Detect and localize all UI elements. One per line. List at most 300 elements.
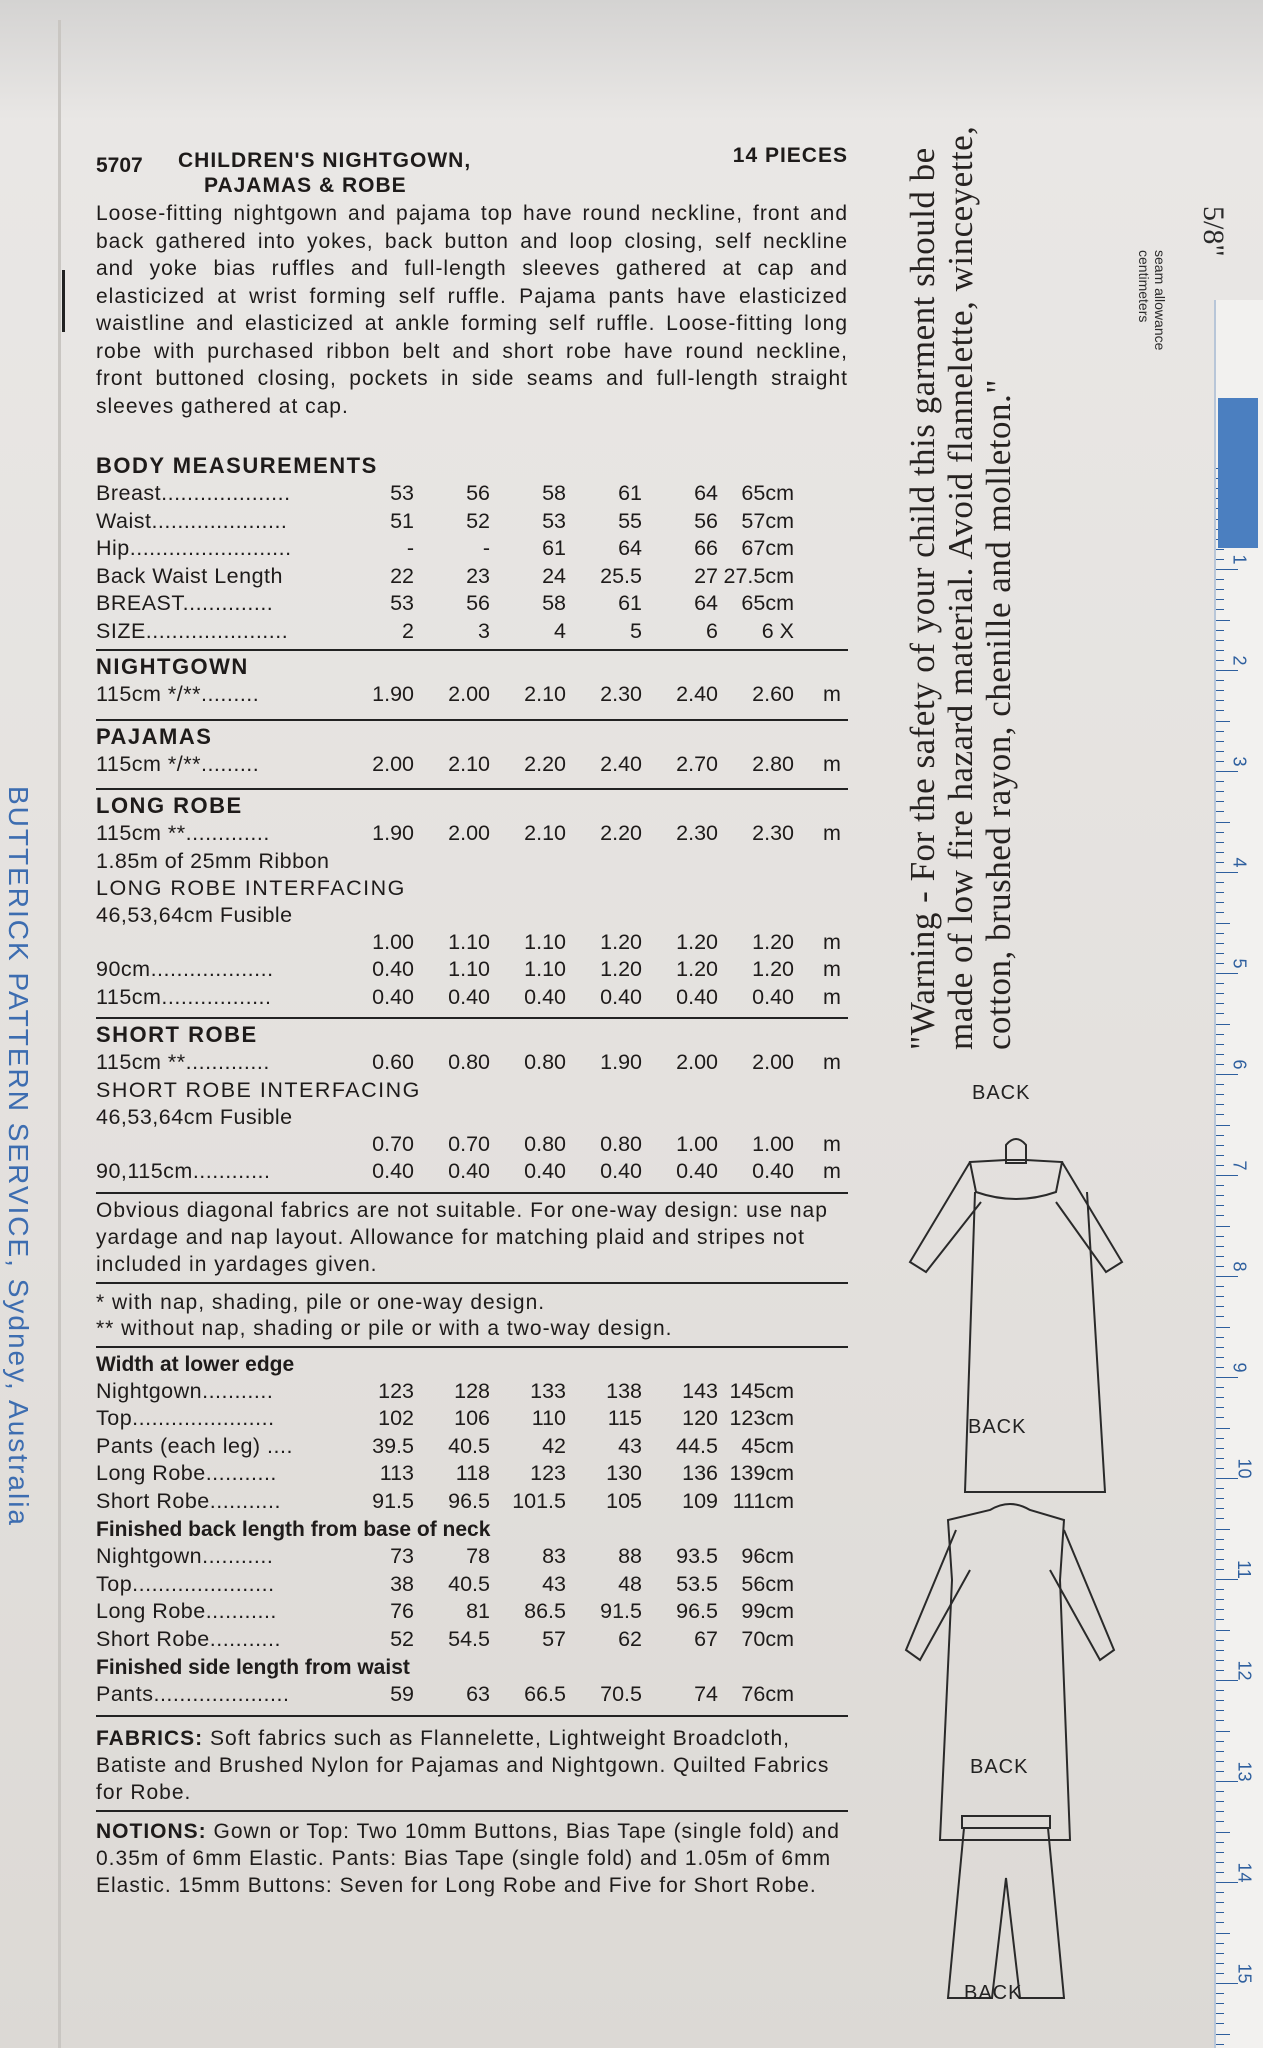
row-values: [338, 563, 848, 591]
unit: m: [823, 821, 841, 845]
cell: 130: [606, 1461, 642, 1485]
body-row: [96, 480, 848, 508]
ruler-tick: [1216, 1720, 1224, 1721]
body-row: [96, 590, 848, 618]
ruler-tick: [1216, 1448, 1224, 1449]
back-label-4: BACK: [964, 1982, 1023, 2004]
cell: 52: [466, 508, 490, 533]
cell: 93.5: [676, 1544, 718, 1568]
pants-legs: [948, 1828, 1064, 1998]
cell: 45cm: [741, 1433, 794, 1458]
cell: 1.20: [752, 957, 794, 981]
unit: m: [823, 1159, 841, 1183]
cell: 56: [466, 591, 490, 615]
ruler-tick: [1216, 1327, 1230, 1328]
cell: 0.60: [372, 1050, 414, 1074]
cell: 2.70: [676, 751, 718, 776]
width-row: [96, 1378, 848, 1406]
row-values: [338, 535, 848, 563]
cell: 123: [378, 1378, 414, 1403]
cell: 0.40: [372, 1159, 414, 1183]
short-robe-interfacing-heading: SHORT ROBE INTERFACING: [96, 1077, 421, 1102]
ruler-tick: [1216, 1943, 1224, 1944]
cell: 48: [618, 1571, 642, 1596]
long-robe-yardage: [96, 820, 848, 848]
ruler-tick: [1216, 1458, 1224, 1459]
cell: 3: [478, 618, 490, 643]
finished-measurements: [96, 1346, 848, 1709]
ruler-tick: [1216, 1215, 1224, 1216]
ruler-tick: [1216, 1428, 1230, 1429]
nightgown-section: [96, 649, 848, 709]
ruler-tick: [1216, 1064, 1224, 1065]
nightgown-left-sleeve: [910, 1162, 981, 1272]
envelope-top-flap: [0, 0, 1263, 120]
ruler-tick: [1216, 1387, 1224, 1388]
ruler-tick: [1216, 953, 1224, 954]
cell: 0.40: [676, 984, 718, 1009]
pattern-number: 5707: [96, 154, 143, 177]
ruler-tick: [1216, 771, 1238, 772]
cell: 2.40: [676, 682, 718, 706]
ruler-cm-label: 4: [1229, 857, 1250, 868]
ruler-tick: [1216, 1670, 1224, 1671]
row-label: 115cm **.............: [96, 821, 270, 845]
nightgown-sketch: [910, 1139, 1122, 1492]
cell: 6 X: [761, 618, 794, 643]
nightgown-body: [965, 1192, 1105, 1492]
cell: 0.40: [524, 984, 566, 1009]
pattern-info: [96, 138, 848, 1903]
safety-warning-text: "Warning - For the safety of your child this garment should be made of low fire hazard material. Avoid flannelette, winceyette, cotton, brushed rayon, chenille and molleton.": [903, 125, 1018, 1050]
ruler-tick: [1216, 1226, 1230, 1227]
top-sketch: [906, 1504, 1114, 1840]
cell: 0.40: [372, 984, 414, 1009]
ruler-cm-label: 14: [1234, 1862, 1255, 1883]
ruler-tick: [1216, 620, 1230, 621]
short-robe-row: [96, 1049, 848, 1077]
cell: 53: [542, 508, 566, 533]
ruler-tick: [1216, 1912, 1224, 1913]
cell: 81: [466, 1599, 490, 1623]
cell: 0.80: [524, 1131, 566, 1156]
ruler-tick: [1216, 731, 1224, 732]
ruler-tick: [1216, 569, 1238, 570]
row-label: BREAST..............: [96, 591, 274, 615]
short-robe-interfacing-sub: 46,53,64cm Fusible: [96, 1104, 293, 1129]
cell: -: [482, 536, 490, 560]
ruler-tick: [1216, 579, 1224, 580]
ruler-tick: [1216, 1175, 1238, 1176]
long-robe-heading: LONG ROBE: [96, 793, 243, 818]
pants-waistband: [962, 1816, 1050, 1828]
interfacing-row: [96, 984, 848, 1012]
cell: 64: [694, 481, 718, 505]
ruler-tick: [1216, 1074, 1238, 1075]
ruler-tick: [1216, 872, 1238, 873]
back-label-3: BACK: [970, 1756, 1029, 1778]
cell: 64: [618, 536, 642, 560]
ruler-tick: [1216, 1993, 1224, 1994]
cell: 40.5: [448, 1571, 490, 1596]
row-label: Waist.....................: [96, 508, 288, 533]
ruler-cm-label: 10: [1234, 1458, 1255, 1479]
ruler-tick: [1216, 862, 1224, 863]
width-row: [96, 1405, 848, 1433]
ruler-tick: [1216, 882, 1224, 883]
ruler-tick: [1216, 1801, 1224, 1802]
cell: 53: [390, 481, 414, 505]
cell: 2.60: [752, 682, 794, 706]
cell: 133: [530, 1378, 566, 1403]
ruler-tick: [1216, 1640, 1224, 1641]
row-label: Pants.....................: [96, 1682, 290, 1706]
cell: 139cm: [729, 1461, 794, 1485]
ruler-tick: [1216, 640, 1224, 641]
short-robe-interfacing-rows: [96, 1131, 848, 1186]
ruler-tick: [1216, 1771, 1224, 1772]
row-label: Back Waist Length: [96, 563, 283, 588]
long-robe-interfacing-heading: LONG ROBE INTERFACING: [96, 875, 406, 900]
ruler-tick: [1216, 1953, 1224, 1954]
cell: 1.20: [676, 929, 718, 954]
cell: 76cm: [741, 1682, 794, 1706]
cell: 1.10: [448, 957, 490, 981]
cell: 123: [530, 1461, 566, 1485]
cell: 1.10: [524, 929, 566, 954]
cell: 61: [542, 536, 566, 560]
width-row: [96, 1460, 848, 1488]
body-row: [96, 508, 848, 536]
cell: 56: [466, 481, 490, 505]
pieces-count: 14 PIECES: [732, 144, 848, 167]
ruler-tick: [1216, 1155, 1224, 1156]
ruler-tick: [1216, 1125, 1230, 1126]
long-robe-section: [96, 788, 848, 1011]
cell: 0.40: [448, 1159, 490, 1183]
ruler-tick: [1216, 1690, 1224, 1691]
ruler-tick: [1216, 1569, 1224, 1570]
cell: 109: [682, 1488, 718, 1513]
cell: 0.80: [448, 1050, 490, 1074]
diagonal-note: Obvious diagonal fabrics are not suitable. For one-way design: use nap yardage and nap layout. Allowance for matching plaid and stripes not included in yardages given.: [96, 1192, 848, 1282]
ruler-tick: [1216, 2044, 1224, 2045]
cell: 78: [466, 1544, 490, 1568]
cell: 2.10: [524, 682, 566, 706]
row-label: Breast....................: [96, 481, 291, 505]
cell: 56: [694, 508, 718, 533]
row-values: [338, 1049, 870, 1077]
cell: 43: [542, 1571, 566, 1596]
ruler-cm-label: 5: [1229, 958, 1250, 969]
row-label: Short Robe...........: [96, 1626, 281, 1651]
ruler-cm-label: 7: [1229, 1160, 1250, 1171]
interfacing-row: [96, 1158, 848, 1186]
ruler-tick: [1216, 589, 1224, 590]
cell: 4: [554, 618, 566, 643]
ruler-tick: [1216, 1054, 1224, 1055]
row-label: Pants (each leg) ....: [96, 1433, 293, 1458]
ruler-tick: [1216, 1842, 1224, 1843]
body-row: [96, 563, 848, 591]
row-values: [338, 1488, 848, 1516]
ruler-cm-label: 12: [1234, 1660, 1255, 1681]
row-values: [338, 820, 870, 848]
nightgown-yardage: [96, 681, 848, 709]
ruler-tick: [1216, 1751, 1224, 1752]
cell: 96cm: [741, 1544, 794, 1568]
unit: m: [823, 957, 841, 981]
width-heading: Width at lower edge: [96, 1352, 295, 1376]
cell: 145cm: [729, 1378, 794, 1403]
cell: 111cm: [732, 1488, 794, 1513]
body-rows: [96, 480, 848, 645]
ruler-tick: [1216, 1276, 1238, 1277]
ruler-tick: [1216, 912, 1224, 913]
ruler-tick: [1216, 1347, 1224, 1348]
ruler-cm-label: 15: [1234, 1963, 1255, 1984]
row-label: Top......................: [96, 1571, 275, 1596]
back-length-heading: Finished back length from base of neck: [96, 1518, 491, 1541]
cell: 1.20: [752, 929, 794, 954]
row-values: [338, 590, 848, 618]
long-robe-row: [96, 820, 848, 848]
cell: 74: [694, 1682, 718, 1706]
ruler-tick: [1216, 650, 1224, 651]
ruler-tick: [1216, 1114, 1224, 1115]
cell: 76: [390, 1599, 414, 1623]
cell: 54.5: [448, 1626, 490, 1651]
cell: 2.30: [676, 821, 718, 845]
ruler-tick: [1216, 1963, 1224, 1964]
back-length-row: [96, 1571, 848, 1599]
cell: 65cm: [741, 591, 794, 615]
garment-sketches: [880, 1100, 1140, 2020]
ruler-tick: [1216, 751, 1224, 752]
ruler-tick: [1216, 1246, 1224, 1247]
cell: 2: [402, 618, 414, 643]
ruler-tick: [1216, 1518, 1224, 1519]
row-values: [338, 1131, 870, 1159]
body-measurements-heading: BODY MEASUREMENTS: [96, 453, 378, 478]
ruler-tick: [1216, 1609, 1224, 1610]
ruler-tick: [1216, 1306, 1224, 1307]
row-values: [338, 1681, 848, 1709]
cell: 23: [466, 563, 490, 588]
cell: 1.00: [676, 1131, 718, 1156]
body-row: [96, 535, 848, 563]
row-values: [338, 1626, 848, 1654]
cell: 2.20: [600, 821, 642, 845]
ruler-tick: [1216, 609, 1224, 610]
cell: 66.5: [524, 1682, 566, 1706]
cell: 6: [706, 618, 718, 643]
cell: 22: [390, 563, 414, 588]
ruler-tick: [1216, 1660, 1224, 1661]
row-label: 90cm...................: [96, 957, 274, 981]
cell: 2.10: [524, 821, 566, 845]
cell: 138: [606, 1378, 642, 1403]
title-line-1: CHILDREN'S NIGHTGOWN,: [178, 149, 472, 172]
ruler-tick: [1216, 1933, 1230, 1934]
ruler-tick: [1216, 1256, 1224, 1257]
ruler-cm-label: 1: [1229, 554, 1250, 565]
cell: 0.40: [676, 1159, 718, 1183]
cell: 2.00: [752, 1050, 794, 1074]
side-length-heading: Finished side length from waist: [96, 1656, 410, 1679]
cell: 2.30: [600, 682, 642, 706]
double-star-note: ** without nap, shading or pile or with a two-way design.: [96, 1316, 673, 1340]
cell: 70cm: [741, 1626, 794, 1651]
row-values: [338, 681, 870, 709]
ruler-tick: [1216, 1195, 1224, 1196]
ruler-tick: [1216, 1731, 1230, 1732]
ruler-tick: [1216, 1145, 1224, 1146]
row-label: Short Robe...........: [96, 1488, 281, 1513]
ruler-tick: [1216, 1589, 1224, 1590]
ruler: [1214, 300, 1263, 2048]
ruler-tick: [1216, 1761, 1224, 1762]
cell: 0.40: [448, 984, 490, 1009]
row-values: [338, 984, 870, 1012]
ruler-tick: [1216, 791, 1224, 792]
ruler-tick: [1216, 1135, 1224, 1136]
cell: 105: [606, 1488, 642, 1513]
cell: 1.10: [448, 929, 490, 954]
cell: 1.90: [600, 1050, 642, 1074]
ruler-tick: [1216, 1852, 1224, 1853]
cell: 57: [542, 1626, 566, 1651]
ruler-tick: [1216, 1357, 1224, 1358]
ruler-tick: [1216, 1973, 1224, 1974]
cell: 40.5: [448, 1433, 490, 1458]
ruler-tick: [1216, 1094, 1224, 1095]
row-label: 90,115cm............: [96, 1159, 271, 1183]
back-length-row: [96, 1543, 848, 1571]
safety-warning: [904, 70, 1024, 1050]
cell: 24: [542, 563, 566, 588]
ruler-tick: [1216, 1084, 1224, 1085]
ruler-tick: [1216, 1337, 1224, 1338]
cell: 86.5: [524, 1599, 566, 1623]
cell: 67cm: [741, 536, 794, 560]
cell: 1.00: [752, 1131, 794, 1156]
cell: 27.5cm: [723, 563, 794, 588]
ruler-tick: [1216, 1508, 1224, 1509]
cell: 0.40: [372, 957, 414, 981]
interfacing-row: [96, 1131, 848, 1159]
ruler-cm-label: 6: [1229, 1059, 1250, 1070]
ruler-tick: [1216, 1872, 1224, 1873]
ruler-tick: [1216, 801, 1224, 802]
cell: 88: [618, 1544, 642, 1568]
ruler-tick: [1216, 993, 1224, 994]
ruler-tick: [1216, 1710, 1224, 1711]
back-length-row: [96, 1626, 848, 1654]
cell: 5: [630, 618, 642, 643]
row-values: [338, 1378, 848, 1406]
cell: 2.80: [752, 751, 794, 776]
cell: 67: [694, 1626, 718, 1651]
cell: 1.20: [600, 929, 642, 954]
ruler-tick: [1216, 2034, 1230, 2035]
ribbon-note: 1.85m of 25mm Ribbon: [96, 848, 330, 873]
cell: 42: [542, 1433, 566, 1458]
body-row: [96, 618, 848, 646]
fabrics-label: FABRICS:: [96, 1726, 204, 1750]
cell: 2.30: [752, 821, 794, 845]
ruler-tick: [1216, 1498, 1224, 1499]
ruler-caption-2: centimeters: [1136, 250, 1152, 323]
notions-text: Gown or Top: Two 10mm Buttons, Bias Tape (single fold) and 0.35m of 6mm Elastic. Pants: Bias Tape (single fold) and 1.05m of 6mm Elastic. 15mm Buttons: Seven for Long Robe and Five for Short Robe.: [96, 1819, 840, 1897]
row-label: Long Robe...........: [96, 1461, 277, 1485]
ruler-tick: [1216, 1165, 1224, 1166]
body-measurements: [96, 450, 848, 645]
cell: 53.5: [676, 1571, 718, 1596]
ruler-tick: [1216, 1367, 1224, 1368]
cell: 101.5: [512, 1488, 566, 1513]
cell: 62: [618, 1626, 642, 1651]
ruler-cm-label: 8: [1229, 1261, 1250, 1272]
ruler-tick: [1216, 1700, 1224, 1701]
row-values: [338, 508, 848, 536]
ruler-tick: [1216, 983, 1224, 984]
cell: 43: [618, 1433, 642, 1458]
notions-label: NOTIONS:: [96, 1819, 207, 1843]
cell: 136: [682, 1461, 718, 1485]
cell: 64: [694, 591, 718, 615]
ruler-tick: [1216, 892, 1224, 893]
ruler-tick: [1216, 852, 1224, 853]
interfacing-row: [96, 956, 848, 984]
unit: m: [823, 984, 841, 1009]
ruler-tick: [1216, 1579, 1238, 1580]
row-label: 115cm */**.........: [96, 751, 260, 776]
ruler-caption-1: seam allowance: [1152, 250, 1168, 351]
cell: 0.40: [752, 1159, 794, 1183]
cell: 63: [466, 1682, 490, 1706]
ruler-tick: [1216, 2003, 1224, 2004]
ruler-cm-label: 9: [1229, 1362, 1250, 1373]
row-values: [338, 1571, 848, 1599]
cell: 96.5: [676, 1599, 718, 1623]
side-brand-text: BUTTERICK PATTERN SERVICE, Sydney, Australia: [3, 786, 34, 1527]
ruler-tick: [1216, 811, 1224, 812]
cell: 25.5: [600, 563, 642, 588]
cell: 2.40: [600, 751, 642, 776]
pajamas-section: [96, 719, 848, 779]
pants-sketch: [948, 1816, 1064, 1998]
cell: 2.20: [524, 751, 566, 776]
row-label: SIZE......................: [96, 618, 289, 643]
short-robe-yardage: [96, 1049, 848, 1077]
ruler-tick: [1216, 902, 1224, 903]
pajamas-yardage: [96, 751, 848, 779]
row-label: Nightgown...........: [96, 1544, 274, 1568]
short-robe-section: [96, 1017, 848, 1186]
cell: 0.40: [600, 984, 642, 1009]
cell: 73: [390, 1544, 414, 1568]
ruler-tick: [1216, 1266, 1224, 1267]
cell: 0.40: [600, 1159, 642, 1183]
ruler-tick: [1216, 1902, 1224, 1903]
interfacing-row: [96, 929, 848, 957]
cell: 1.20: [676, 957, 718, 981]
ruler-tick: [1216, 710, 1224, 711]
row-label: Long Robe...........: [96, 1599, 277, 1623]
pajamas-heading: PAJAMAS: [96, 723, 213, 749]
ruler-tick: [1216, 1741, 1224, 1742]
